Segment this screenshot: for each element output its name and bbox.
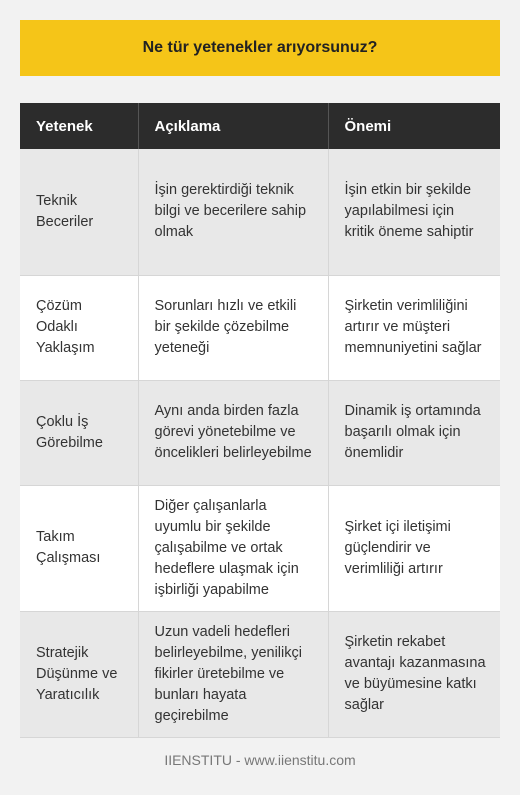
description-cell: Sorunları hızlı ve etkili bir şekilde çözebilme yeteneği — [138, 275, 328, 380]
table-row — [20, 275, 500, 380]
skill-cell: Teknik Beceriler — [20, 149, 138, 275]
header-importance: Önemi — [328, 103, 500, 149]
importance-cell: Dinamik iş ortamında başarılı olmak için önemlidir — [328, 380, 500, 485]
table-row — [20, 485, 500, 611]
description-cell: İşin gerektirdiği teknik bilgi ve becerilere sahip olmak — [138, 149, 328, 275]
importance-cell: Şirket içi iletişimi güçlendirir ve verimliliği artırır — [328, 485, 500, 611]
table-row — [20, 611, 500, 737]
importance-cell: İşin etkin bir şekilde yapılabilmesi için kritik öneme sahiptir — [328, 149, 500, 275]
skill-cell: Çözüm Odaklı Yaklaşım — [20, 275, 138, 380]
skill-cell: Stratejik Düşünme ve Yaratıcılık — [20, 611, 138, 737]
footer-credit: IIENSTITU - www.iienstitu.com — [164, 752, 356, 768]
description-cell: Uzun vadeli hedefleri belirleyebilme, yenilikçi fikirler üretebilme ve bunları hayata geçirebilme — [138, 611, 328, 737]
skills-table — [20, 103, 500, 738]
header-skill: Yetenek — [20, 103, 138, 149]
importance-cell: Şirketin verimliliğini artırır ve müşteri memnuniyetini sağlar — [328, 275, 500, 380]
table-header-row — [20, 103, 500, 149]
skill-cell: Takım Çalışması — [20, 485, 138, 611]
page-title: Ne tür yetenekler arıyorsunuz? — [142, 39, 378, 56]
skill-cell: Çoklu İş Görebilme — [20, 380, 138, 485]
table-row — [20, 380, 500, 485]
description-cell: Aynı anda birden fazla görevi yönetebilme ve öncelikleri belirleyebilme — [138, 380, 328, 485]
importance-cell: Şirketin rekabet avantajı kazanmasına ve büyümesine katkı sağlar — [328, 611, 500, 737]
header-description: Açıklama — [138, 103, 328, 149]
table-row — [20, 149, 500, 275]
description-cell: Diğer çalışanlarla uyumlu bir şekilde çalışabilme ve ortak hedeflere ulaşmak için işbirliği yapabilme — [138, 485, 328, 611]
title-banner — [20, 20, 500, 76]
